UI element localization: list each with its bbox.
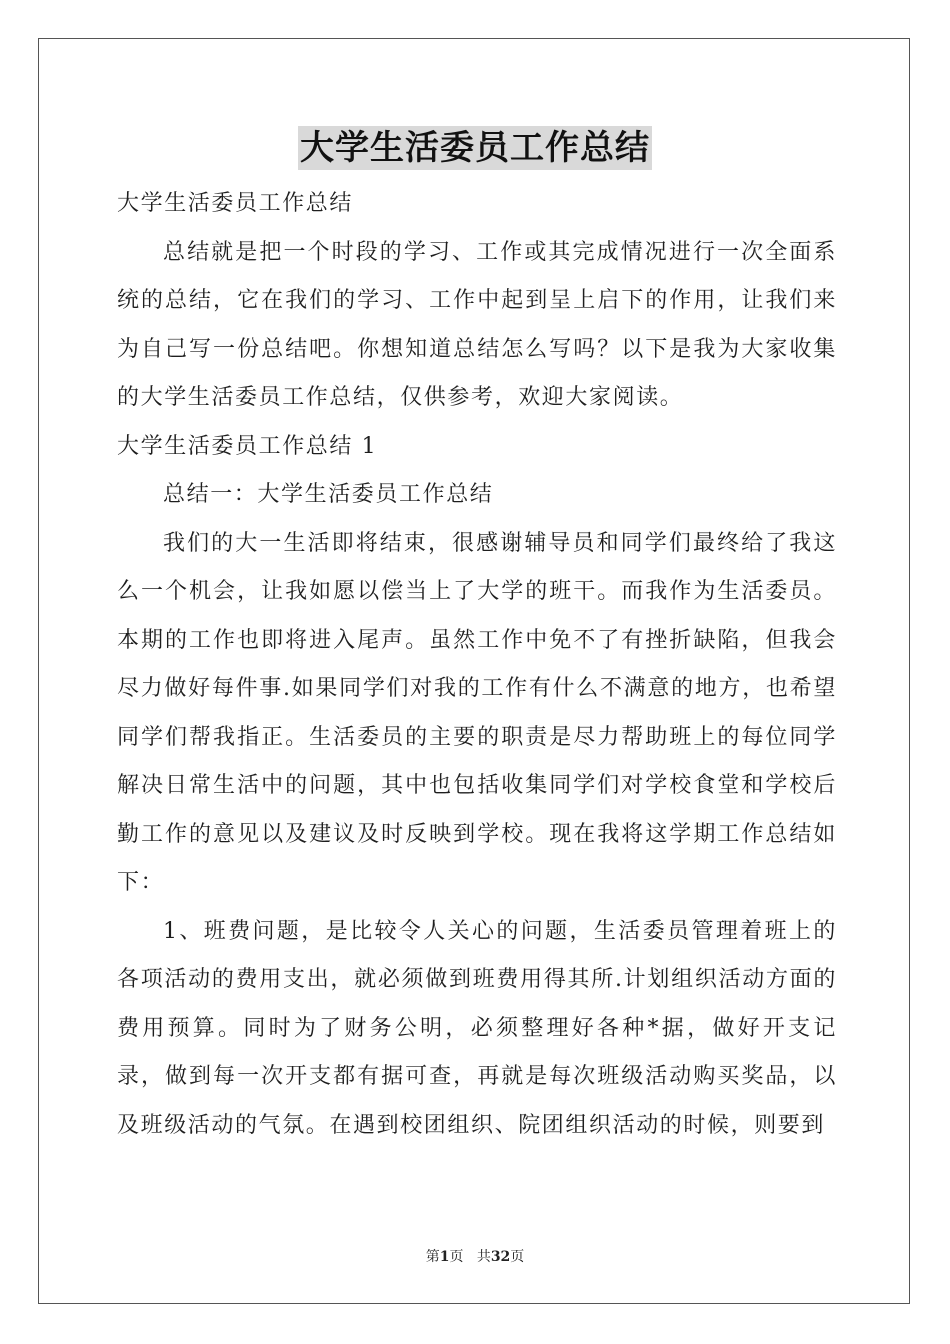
body-paragraph: 我们的大一生活即将结束，很感谢辅导员和同学们最终给了我这么一个机会，让我如愿以偿当上了大学的班干。而我作为生活委员。本期的工作也即将进入尾声。虽然工作中免不了有挫折缺陷，但我会尽力做好每件事.如果同学们对我的工作有什么不满意的地方，也希望同学们帮我指正。生活委员的主要的职责是尽力帮助班上的每位同学解决日常生活中的问题，其中也包括收集同学们对学校食堂和学校后勤工作的意见以及建议及时反映到学校。现在我将这学期工作总结如下： [117, 530, 837, 895]
title-container [0, 126, 950, 170]
list-item-paragraph: 1、班费问题，是比较令人关心的问题，生活委员管理着班上的各项活动的费用支出，就必须做到班费用得其所.计划组织活动方面的费用预算。同时为了财务公明，必须整理好各种*据，做好开支记录，做到每一次开支都有据可查，再就是每次班级活动购买奖品，以及班级活动的气氛。在遇到校团组织、院团组织活动的时候，则要到 [117, 918, 837, 1138]
intro-paragraph: 总结就是把一个时段的学习、工作或其完成情况进行一次全面系统的总结，它在我们的学习、工作中起到呈上启下的作用，让我们来为自己写一份总结吧。你想知道总结怎么写吗？以下是我为大家收集的大学生活委员工作总结，仅供参考，欢迎大家阅读。 [117, 239, 837, 410]
section-heading: 大学生活委员工作总结 1 [117, 433, 378, 459]
total-prefix: 共 [476, 1249, 491, 1265]
page-suffix: 页 [449, 1249, 464, 1265]
page-prefix: 第 [425, 1249, 440, 1265]
subtitle-paragraph: 大学生活委员工作总结 [117, 191, 354, 216]
document-body [117, 180, 837, 1150]
summary-heading: 总结一：大学生活委员工作总结 [163, 482, 494, 507]
total-suffix: 页 [510, 1249, 525, 1265]
page-footer [0, 1247, 950, 1267]
total-pages: 32 [490, 1249, 511, 1265]
page-number: 1 [439, 1249, 450, 1265]
document-title: 大学生活委员工作总结 [300, 128, 650, 168]
